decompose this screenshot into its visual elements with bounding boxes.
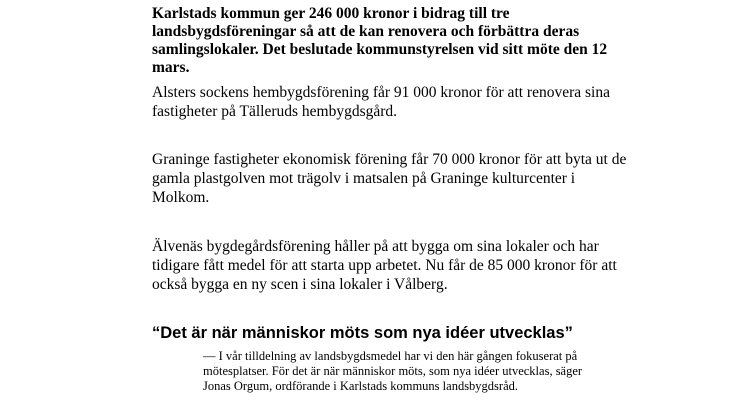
lead-paragraph: Karlstads kommun ger 246 000 kronor i bidrag till tre landsbygdsföreningar så att de kan renovera och förbättra deras samlingslokaler. Det beslutade kommunstyrelsen vid sitt möte den 12 mars. (152, 5, 608, 76)
paragraph-alster: Alsters sockens hembygdsförening får 91 000 kronor för att renovera sina fastigheter på Tälleruds hembygdsgård. (152, 84, 610, 120)
paragraph-graninge: Graninge fastigheter ekonomisk förening får 70 000 kronor för att byta ut de gamla plastgolven mot trägolv i matsalen på Graninge kulturcenter i Molkom. (152, 151, 627, 206)
quote-paragraph: — I vår tilldelning av landsbygdsmedel har vi den här gången fokuserat på mötesplatser. För det är när människor möts, som nya idéer utvecklas, säger Jonas Orgum, ordförande i Karlstads kommuns landsbygdsråd. (203, 349, 583, 393)
quote-heading: “Det är när människor möts som nya idéer utvecklas” (152, 324, 573, 342)
paragraph-alvenas: Älvenäs bygdegårdsförening håller på att bygga om sina lokaler och har tidigare fått medel för att starta upp arbetet. Nu får de 85 000 kronor för att också bygga en ny scen i sina lokaler i Vålberg. (152, 238, 617, 293)
